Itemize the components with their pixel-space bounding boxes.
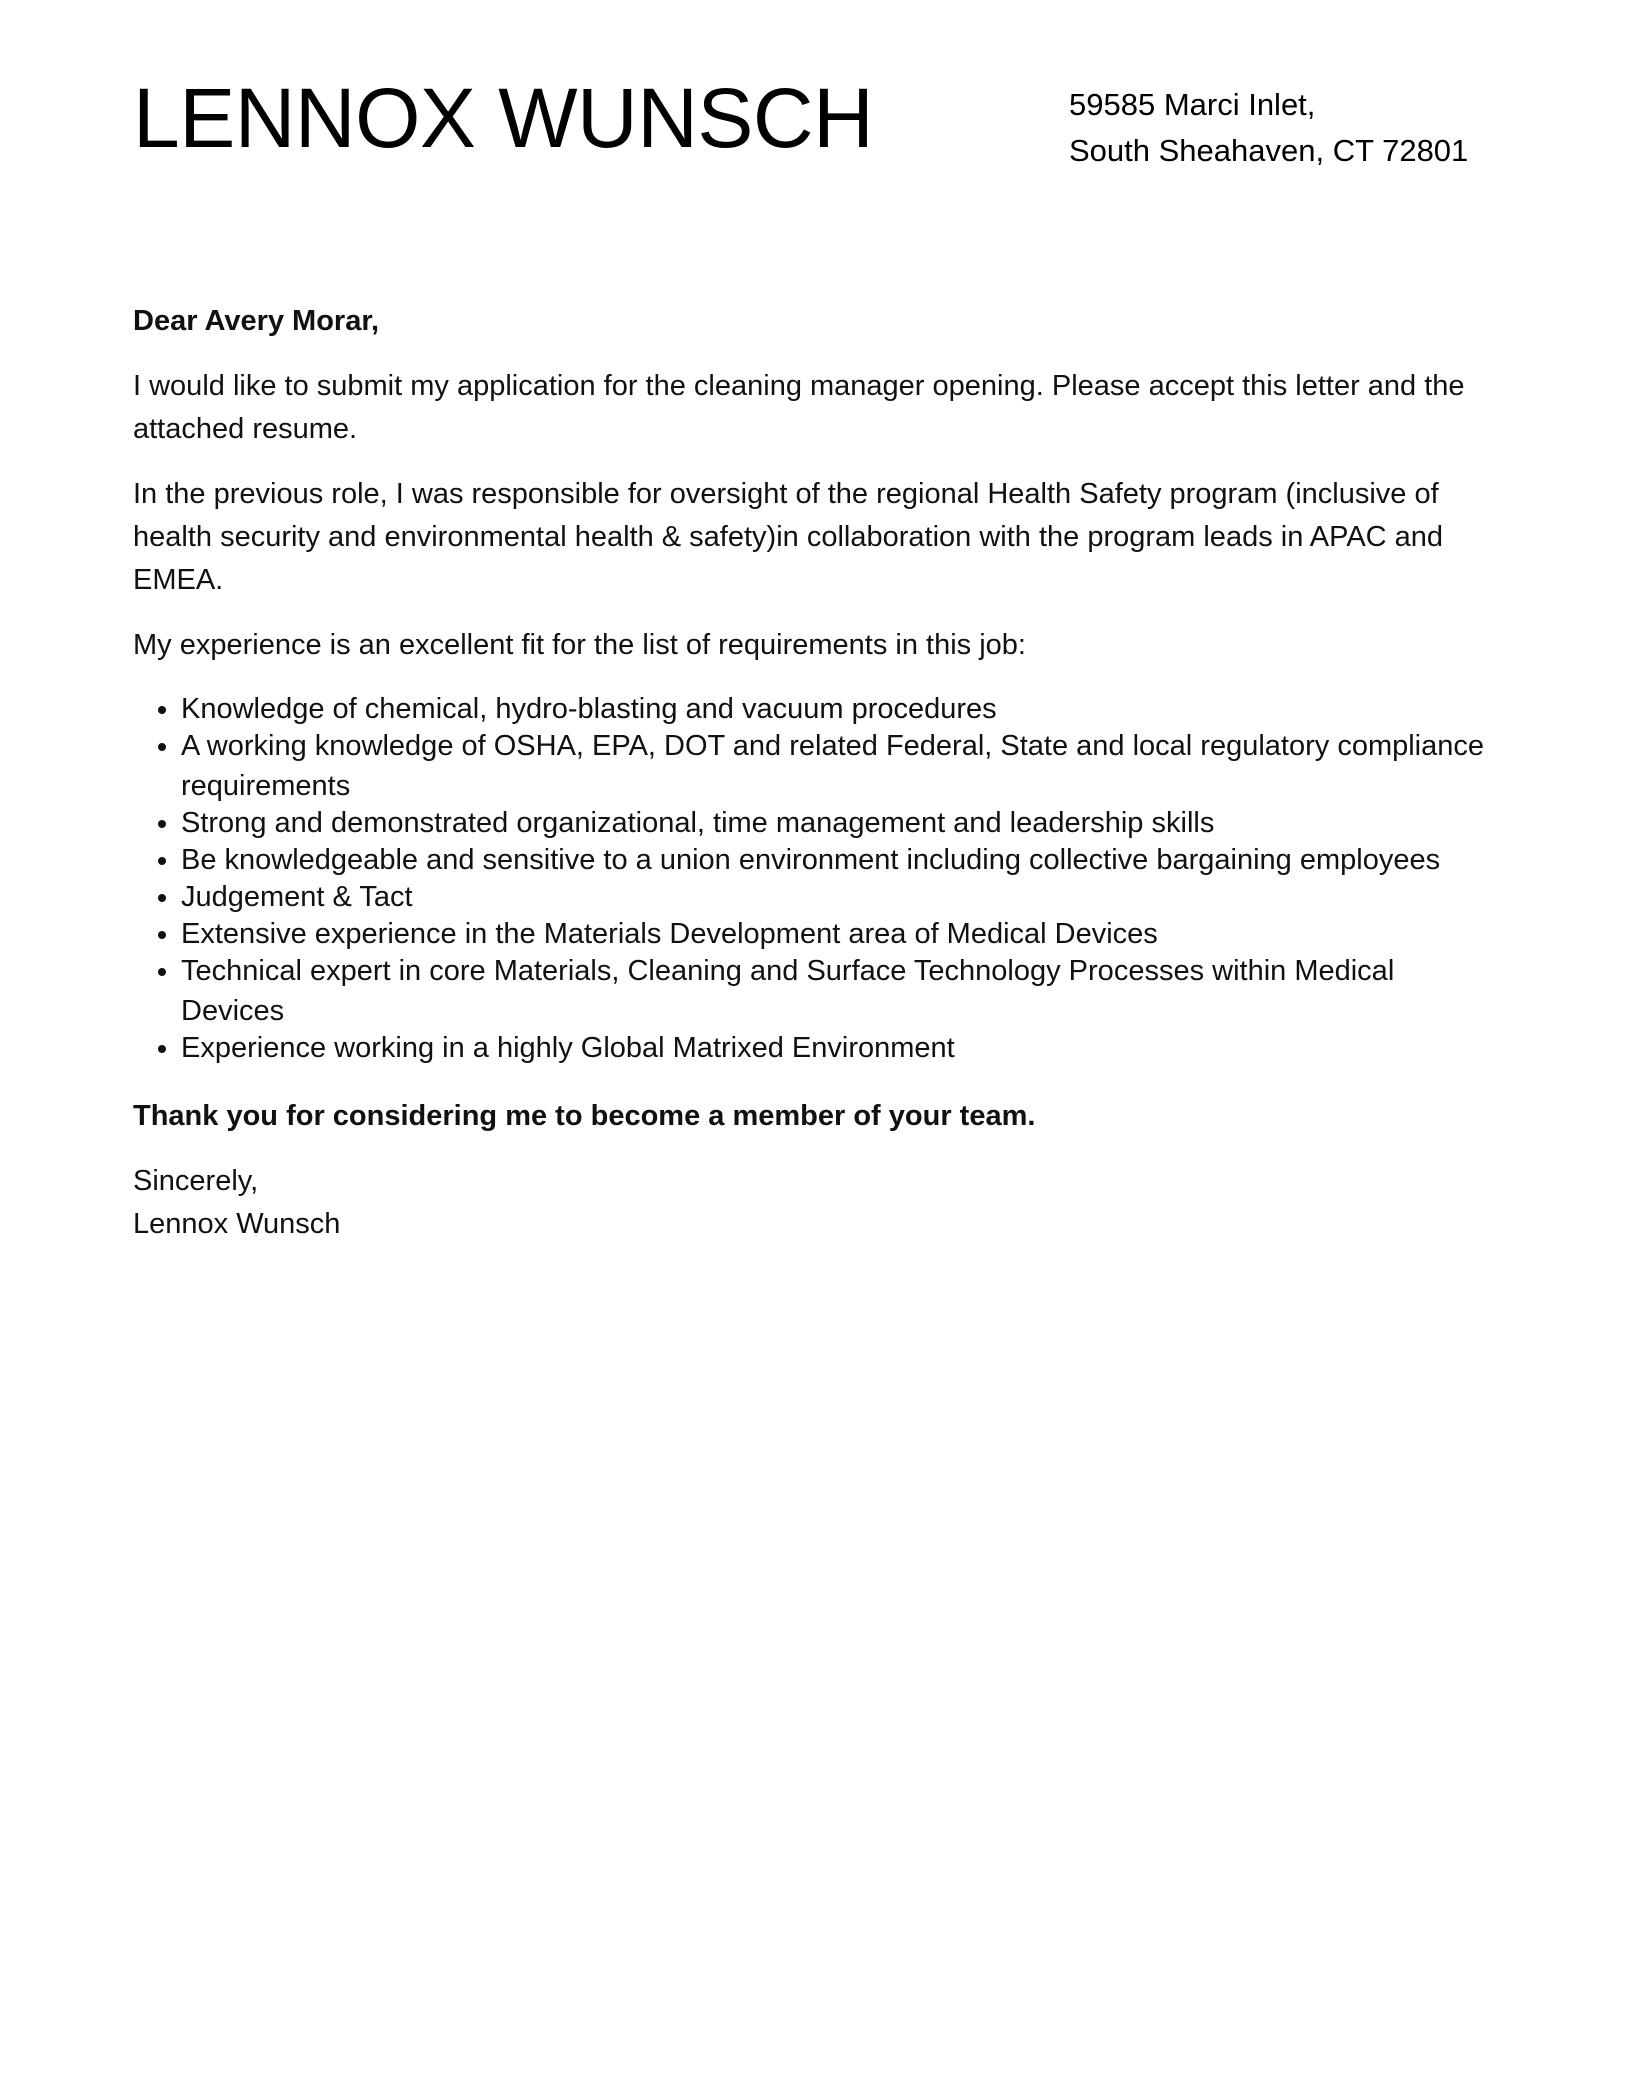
requirements-list — [133, 689, 1503, 1068]
list-item: • Extensive experience in the Materials Development area of Medical Devices — [181, 914, 1503, 954]
list-item: • Knowledge of chemical, hydro-blasting and vacuum procedures — [181, 689, 1503, 729]
intro-paragraph: I would like to submit my application for the cleaning manager opening. Please accept this letter and the attached resume. — [133, 370, 1465, 445]
applicant-address — [1069, 82, 1468, 174]
letter-body — [133, 300, 1503, 1246]
list-item: • Technical expert in core Materials, Cleaning and Surface Technology Processes within Medical Devices — [181, 951, 1503, 1031]
signoff: Sincerely, — [133, 1165, 259, 1197]
applicant-name: LENNOX WUNSCH — [133, 71, 874, 165]
signature-name: Lennox Wunsch — [133, 1208, 341, 1240]
signoff-block — [133, 1160, 1503, 1246]
salutation: Dear Avery Morar, — [133, 305, 380, 337]
list-item: • A working knowledge of OSHA, EPA, DOT and related Federal, State and local regulatory compliance requirements — [181, 726, 1503, 806]
closing-line: Thank you for considering me to become a member of your team. — [133, 1100, 1036, 1132]
requirements-intro: My experience is an excellent fit for the list of requirements in this job: — [133, 629, 1026, 661]
address-line-1: 59585 Marci Inlet, — [1069, 87, 1316, 122]
list-item: • Strong and demonstrated organizational, time management and leadership skills — [181, 803, 1503, 843]
list-item: • Experience working in a highly Global Matrixed Environment — [181, 1028, 1503, 1068]
list-item: • Judgement & Tact — [181, 877, 1503, 917]
list-item: • Be knowledgeable and sensitive to a union environment including collective bargaining employees — [181, 840, 1503, 880]
address-line-2: South Sheahaven, CT 72801 — [1069, 133, 1469, 168]
experience-paragraph: In the previous role, I was responsible for oversight of the regional Health Safety program (inclusive of health security and environmental health & safety)in collaboration with the program leads in APAC and EMEA. — [133, 478, 1444, 596]
